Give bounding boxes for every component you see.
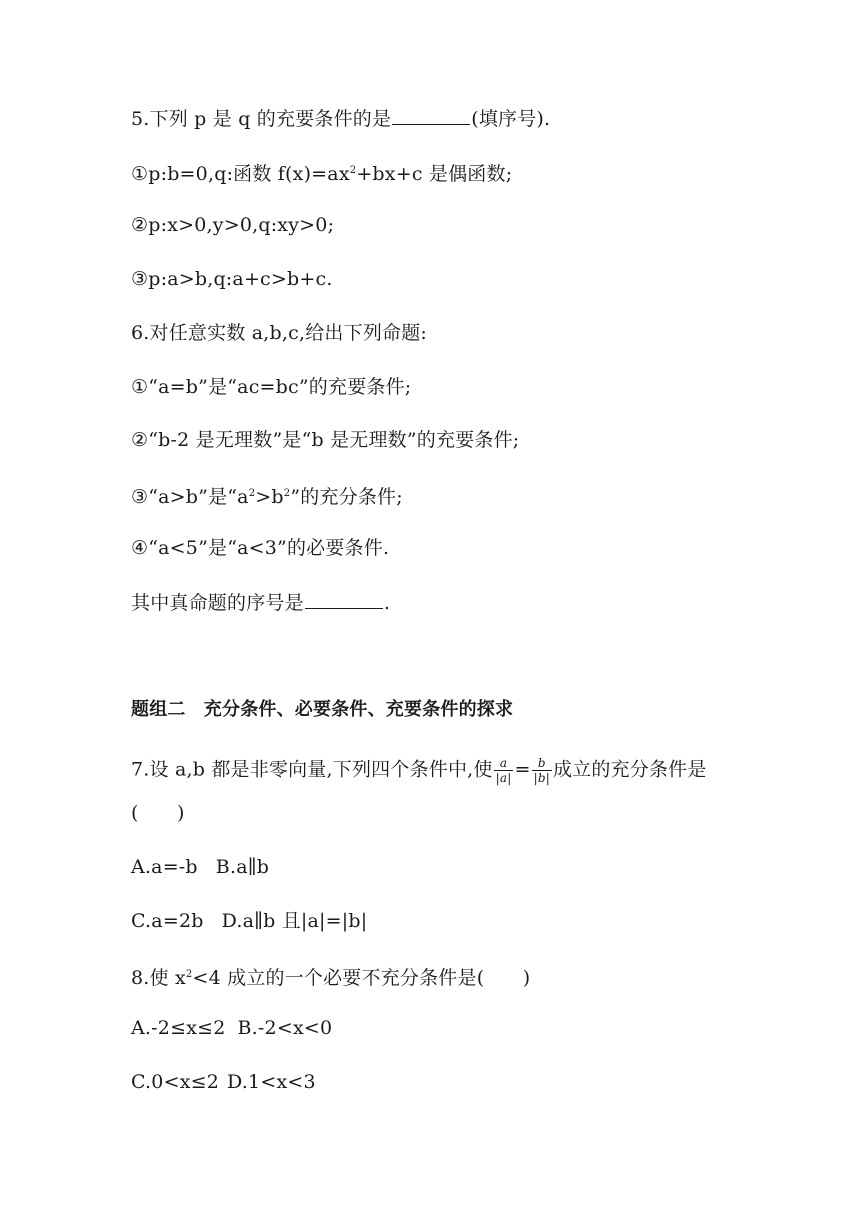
question-5-option-1 bbox=[131, 159, 512, 186]
question-5-option-3 bbox=[131, 267, 333, 291]
option-text: ②p:x>0,y>0,q:xy>0; bbox=[131, 214, 335, 236]
question-8-text: 8.使 x bbox=[131, 967, 186, 989]
question-6-tail bbox=[131, 590, 390, 615]
superscript: 2 bbox=[349, 165, 357, 176]
question-5-suffix: (填序号). bbox=[471, 108, 551, 130]
option-text: ①“a=b”是“ac=bc”的充要条件; bbox=[131, 376, 412, 398]
question-7-text: 7.设 a,b 都是非零向量,下列四个条件中,使 bbox=[131, 758, 493, 781]
question-7-stem bbox=[131, 756, 707, 785]
question-7-text: 成立的充分条件是 bbox=[552, 758, 707, 781]
option-text: ”的充分条件; bbox=[290, 486, 403, 508]
option-c: C.0<x≤2 bbox=[131, 1071, 220, 1093]
question-6-text: 6.对任意实数 a,b,c,给出下列命题: bbox=[131, 322, 428, 344]
option-text: ④“a<5”是“a<3”的必要条件. bbox=[131, 537, 390, 559]
option-b: B.a∥b bbox=[215, 856, 270, 878]
option-a: A.-2≤x≤2 bbox=[131, 1017, 226, 1039]
question-6-tail-text: 其中真命题的序号是 bbox=[131, 592, 304, 614]
question-5-option-2 bbox=[131, 213, 334, 237]
question-7-options-cd bbox=[131, 909, 367, 933]
denominator: |a| bbox=[495, 771, 512, 785]
question-5-text: 5.下列 p 是 q 的充要条件的是 bbox=[131, 108, 392, 130]
numerator: a bbox=[494, 756, 514, 771]
option-text: ②“b-2 是无理数”是“b 是无理数”的充要条件; bbox=[131, 429, 520, 451]
denominator: |b| bbox=[533, 771, 550, 785]
option-a: A.a=-b bbox=[131, 856, 198, 878]
equals-sign: = bbox=[514, 758, 531, 781]
superscript: 2 bbox=[283, 488, 291, 499]
answer-blank bbox=[392, 106, 470, 125]
fraction-a bbox=[494, 756, 514, 785]
question-6-option-3 bbox=[131, 482, 403, 509]
question-6-option-4 bbox=[131, 536, 389, 560]
question-8-text: <4 成立的一个必要不充分条件是( ) bbox=[192, 967, 531, 989]
option-text: ①p:b=0,q:函数 f(x)=ax bbox=[131, 163, 350, 185]
superscript: 2 bbox=[185, 969, 193, 980]
answer-parentheses: ( ) bbox=[131, 802, 185, 824]
numerator: b bbox=[532, 756, 552, 771]
option-text: ③“a>b”是“a bbox=[131, 486, 249, 508]
section-heading bbox=[131, 698, 513, 722]
option-d: D.a∥b 且|a|=|b| bbox=[221, 910, 368, 932]
option-d: D.1<x<3 bbox=[227, 1071, 316, 1093]
option-c: C.a=2b bbox=[131, 910, 204, 932]
question-5-stem bbox=[131, 106, 550, 131]
option-text: >b bbox=[255, 486, 284, 508]
option-text: +bx+c 是偶函数; bbox=[356, 163, 513, 185]
question-6-option-2 bbox=[131, 428, 519, 452]
option-b: B.-2<x<0 bbox=[237, 1017, 333, 1039]
question-8-options-ab bbox=[131, 1016, 332, 1040]
section-title: 题组二 充分条件、必要条件、充要条件的探求 bbox=[131, 699, 514, 720]
question-7-paren bbox=[131, 801, 185, 825]
question-8-options-cd bbox=[131, 1070, 316, 1094]
question-8-stem bbox=[131, 963, 530, 990]
question-7-options-ab bbox=[131, 855, 269, 879]
fraction-b bbox=[532, 756, 552, 785]
question-6-option-1 bbox=[131, 375, 411, 399]
period: . bbox=[383, 592, 391, 614]
answer-blank bbox=[305, 590, 383, 609]
question-6-stem bbox=[131, 321, 427, 345]
superscript: 2 bbox=[248, 488, 256, 499]
option-text: ③p:a>b,q:a+c>b+c. bbox=[131, 268, 333, 290]
